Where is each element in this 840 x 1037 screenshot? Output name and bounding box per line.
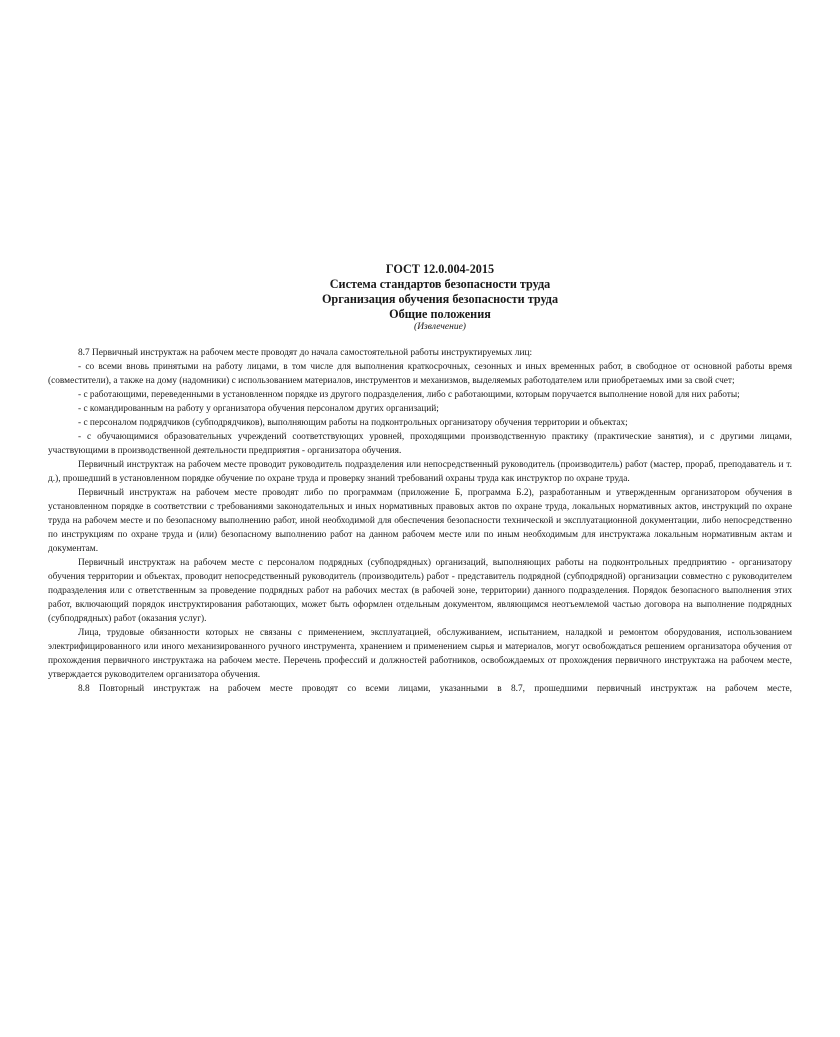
paragraph-instructor: Первичный инструктаж на рабочем месте проводит руководитель подразделения или непосредственный руководитель (производитель) работ (мастер, прораб, преподаватель и т. д.), прошедший в установленном порядке обучение по охране труда и проверку знаний требований охраны труда как инструктор по охране труда. (48, 460, 792, 484)
paragraph-8-8: 8.8 Повторный инструктаж на рабочем месте проводят со всеми лицами, указанными в 8.7, прошедшими первичный инструктаж на рабочем месте, (78, 684, 792, 694)
document-title: Организация обучения безопасности труда (321, 292, 559, 306)
paragraph-8-7-intro: 8.7 Первичный инструктаж на рабочем месте проводят до начала самостоятельной работы инструктируемых лиц: (78, 348, 533, 358)
list-item-new-employees: - со всеми вновь принятыми на работу лицами, в том числе для выполнения краткосрочных, сезонных и иных временных работ, в свободное от основной работы время (совместители), а также на дому (надомники) с использованием материалов, инструментов и механизмов, выделяемых работодателем или приобретаемых ими за свой счет; (48, 362, 792, 386)
extract-note: (Извлечение) (414, 322, 466, 332)
list-item-transferred-employees: - с работающими, переведенными в установленном порядке из другого подразделения, либо с работающими, которым поручается выполнение новой для них работы; (78, 390, 740, 400)
paragraph-programs: Первичный инструктаж на рабочем месте проводят либо по программам (приложение Б, программа Б.2), разработанным и утвержденным организатором обучения в установленном порядке в соответствии с требованиями законодательных и иных нормативных правовых актов по охране труда, локальных нормативных актов, инструкций по охране труда на рабочем месте и по безопасному выполнению работ, иной необходимой для обеспечения безопасности технической и эксплуатационной документации, либо непосредственно по инструкциям по охране труда и (или) безопасному выполнению работ на данном рабочем месте или по иным необходимым для инструктажа локальным нормативным актам и документам. (48, 488, 792, 554)
list-item-students: - с обучающимися образовательных учреждений соответствующих уровней, проходящими производственную практику (практические занятия), и с другими лицами, участвующими в производственной деятельности предприятия - организатора обучения. (48, 432, 792, 456)
list-item-seconded-personnel: - с командированным на работу у организатора обучения персоналом других организаций; (78, 404, 439, 414)
paragraph-contractors: Первичный инструктаж на рабочем месте с персоналом подрядных (субподрядных) организаций, выполняющих работы на подконтрольных предприятию - организатору обучения территории и объектах, проводит непосредственный руководитель (производитель) работ - представитель подрядной (субподрядной) организации совместно с руководителем подразделения или с ответственным за проведение подрядных работ на рабочих местах (в рабочей зоне, территории) данного подразделения. Порядок безопасного выполнения этих работ, включающий порядок инструктирования работающих, может быть оформлен отдельным документом, являющимся неотъемлемой частью договора на выполнение подрядных (субподрядных) работ (оказания услуг). (48, 558, 792, 624)
document-content (48, 262, 792, 696)
document-body (48, 346, 792, 696)
document-subtitle: Общие положения (389, 307, 491, 321)
standard-number: ГОСТ 12.0.004-2015 (385, 262, 495, 276)
paragraph-exemptions: Лица, трудовые обязанности которых не связаны с применением, эксплуатацией, обслуживанием, испытанием, наладкой и ремонтом оборудования, использованием электрифицированного или иного механизированного ручного инструмента, хранением и применением сырья и материалов, могут освобождаться решением организатора обучения от прохождения первичного инструктажа на рабочем месте. Перечень профессий и должностей работников, освобождаемых от прохождения первичного инструктажа на рабочем месте, утверждается руководителем организатора обучения. (48, 628, 792, 680)
list-item-contractor-personnel: - с персоналом подрядчиков (субподрядчиков), выполняющим работы на подконтрольных организатору обучения территории и объектах; (78, 418, 628, 428)
standards-system-title: Система стандартов безопасности труда (329, 277, 551, 291)
document-header (88, 262, 792, 333)
